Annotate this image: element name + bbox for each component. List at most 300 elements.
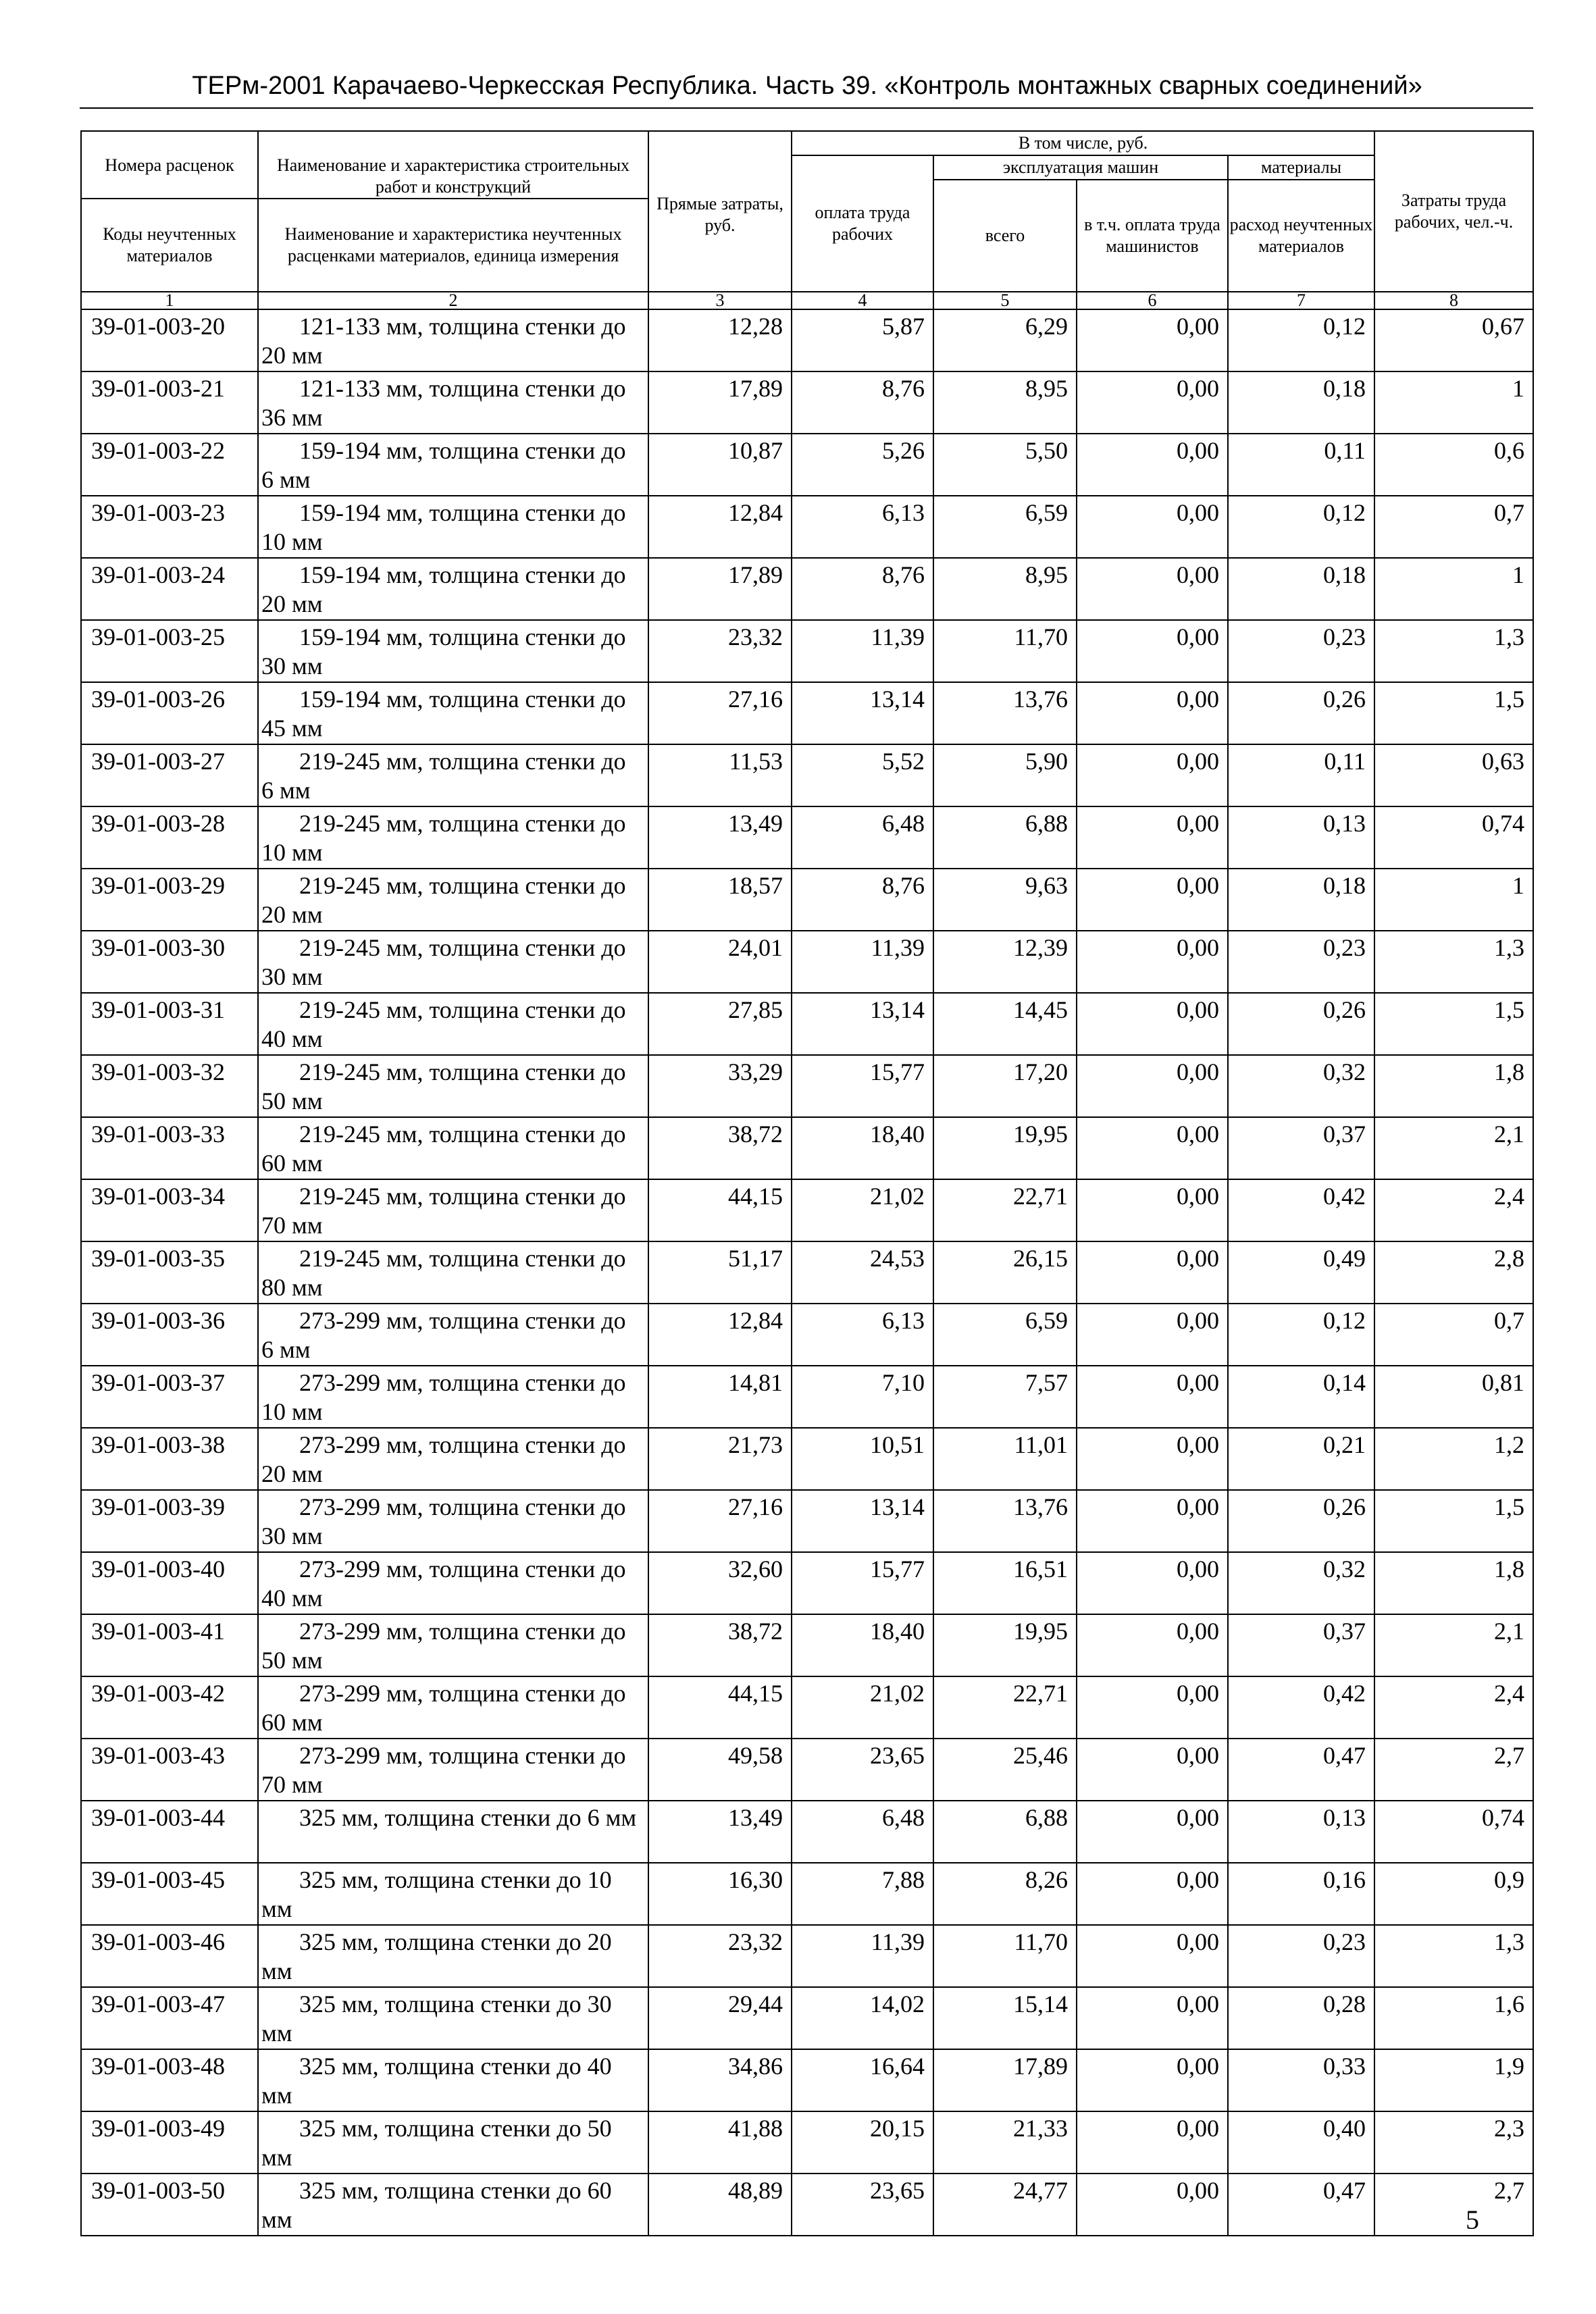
work-name-cell: 219-245 мм, толщина стенки до 70 мм [258, 1179, 648, 1241]
machinist-pay-cell: 0,00 [1077, 993, 1228, 1055]
materials-cell: 0,26 [1228, 1490, 1374, 1552]
machines-total-cell: 22,71 [933, 1179, 1077, 1241]
table-row [81, 2174, 1533, 2236]
materials-cell: 0,11 [1228, 744, 1374, 806]
direct-cost-cell: 16,30 [648, 1863, 792, 1925]
machines-total-cell: 16,51 [933, 1552, 1077, 1614]
labor-pay-cell: 11,39 [792, 931, 933, 993]
header-codes [81, 131, 258, 292]
direct-cost-cell: 17,89 [648, 558, 792, 620]
column-number: 6 [1077, 292, 1228, 309]
table-row [81, 1925, 1533, 1987]
rate-code-cell: 39-01-003-27 [81, 744, 258, 806]
machines-total-cell: 17,20 [933, 1055, 1077, 1117]
table-row [81, 309, 1533, 371]
direct-cost-cell: 14,81 [648, 1366, 792, 1428]
labor-hours-cell: 0,67 [1374, 309, 1533, 371]
direct-cost-cell: 17,89 [648, 371, 792, 434]
machines-total-cell: 8,26 [933, 1863, 1077, 1925]
direct-cost-cell: 34,86 [648, 2049, 792, 2111]
machines-total-cell: 12,39 [933, 931, 1077, 993]
labor-hours-cell: 1 [1374, 371, 1533, 434]
labor-pay-cell: 23,65 [792, 1739, 933, 1801]
rate-code-cell: 39-01-003-32 [81, 1055, 258, 1117]
machines-total-cell: 8,95 [933, 558, 1077, 620]
column-number: 2 [258, 292, 648, 309]
materials-cell: 0,13 [1228, 806, 1374, 869]
direct-cost-cell: 29,44 [648, 1987, 792, 2049]
direct-cost-cell: 32,60 [648, 1552, 792, 1614]
direct-cost-cell: 49,58 [648, 1739, 792, 1801]
machinist-pay-cell: 0,00 [1077, 1676, 1228, 1739]
machines-total-cell: 5,50 [933, 434, 1077, 496]
machines-total-cell: 11,01 [933, 1428, 1077, 1490]
header-work-names: Наименование и характеристика строительных работ и конструкций [276, 155, 630, 197]
rate-code-cell: 39-01-003-26 [81, 682, 258, 744]
labor-pay-cell: 6,13 [792, 1304, 933, 1366]
table-row [81, 1552, 1533, 1614]
column-number: 8 [1374, 292, 1533, 309]
materials-cell: 0,21 [1228, 1428, 1374, 1490]
work-name-cell: 219-245 мм, толщина стенки до 60 мм [258, 1117, 648, 1179]
direct-cost-cell: 23,32 [648, 620, 792, 682]
materials-cell: 0,12 [1228, 309, 1374, 371]
machinist-pay-cell: 0,00 [1077, 1117, 1228, 1179]
labor-hours-cell: 1,3 [1374, 931, 1533, 993]
labor-hours-cell: 0,74 [1374, 1801, 1533, 1863]
table-row [81, 1676, 1533, 1739]
table-row [81, 682, 1533, 744]
machinist-pay-cell: 0,00 [1077, 558, 1228, 620]
machines-total-cell: 9,63 [933, 869, 1077, 931]
machinist-pay-cell: 0,00 [1077, 1987, 1228, 2049]
rate-code-cell: 39-01-003-30 [81, 931, 258, 993]
direct-cost-cell: 48,89 [648, 2174, 792, 2236]
machinist-pay-cell: 0,00 [1077, 2111, 1228, 2174]
labor-pay-cell: 14,02 [792, 1987, 933, 2049]
direct-cost-cell: 44,15 [648, 1179, 792, 1241]
materials-cell: 0,12 [1228, 1304, 1374, 1366]
labor-pay-cell: 15,77 [792, 1552, 933, 1614]
machinist-pay-cell: 0,00 [1077, 744, 1228, 806]
machines-total-cell: 13,76 [933, 682, 1077, 744]
work-name-cell: 219-245 мм, толщина стенки до 30 мм [258, 931, 648, 993]
work-name-cell: 325 мм, толщина стенки до 60 мм [258, 2174, 648, 2236]
table-row [81, 1987, 1533, 2049]
column-number: 7 [1228, 292, 1374, 309]
materials-cell: 0,23 [1228, 931, 1374, 993]
work-name-cell: 325 мм, толщина стенки до 20 мм [258, 1925, 648, 1987]
work-name-cell: 325 мм, толщина стенки до 30 мм [258, 1987, 648, 2049]
machinist-pay-cell: 0,00 [1077, 1179, 1228, 1241]
direct-cost-cell: 33,29 [648, 1055, 792, 1117]
labor-pay-cell: 6,13 [792, 496, 933, 558]
rate-code-cell: 39-01-003-47 [81, 1987, 258, 2049]
column-number: 3 [648, 292, 792, 309]
rate-code-cell: 39-01-003-37 [81, 1366, 258, 1428]
header-divider [80, 107, 1533, 109]
machinist-pay-cell: 0,00 [1077, 2174, 1228, 2236]
work-name-cell: 159-194 мм, толщина стенки до 30 мм [258, 620, 648, 682]
labor-pay-cell: 11,39 [792, 620, 933, 682]
materials-cell: 0,40 [1228, 2111, 1374, 2174]
direct-cost-cell: 11,53 [648, 744, 792, 806]
machines-total-cell: 6,59 [933, 1304, 1077, 1366]
labor-hours-cell: 0,81 [1374, 1366, 1533, 1428]
direct-cost-cell: 18,57 [648, 869, 792, 931]
machinist-pay-cell: 0,00 [1077, 931, 1228, 993]
column-number: 1 [81, 292, 258, 309]
labor-pay-cell: 5,26 [792, 434, 933, 496]
labor-hours-cell: 1 [1374, 558, 1533, 620]
machinist-pay-cell: 0,00 [1077, 806, 1228, 869]
materials-cell: 0,18 [1228, 371, 1374, 434]
table-row [81, 1614, 1533, 1676]
rate-code-cell: 39-01-003-23 [81, 496, 258, 558]
rate-code-cell: 39-01-003-28 [81, 806, 258, 869]
labor-pay-cell: 21,02 [792, 1676, 933, 1739]
table-row [81, 2049, 1533, 2111]
machinist-pay-cell: 0,00 [1077, 1304, 1228, 1366]
machinist-pay-cell: 0,00 [1077, 1801, 1228, 1863]
labor-pay-cell: 8,76 [792, 558, 933, 620]
table-row [81, 620, 1533, 682]
labor-pay-cell: 7,88 [792, 1863, 933, 1925]
labor-hours-cell: 1,3 [1374, 1925, 1533, 1987]
materials-cell: 0,26 [1228, 993, 1374, 1055]
table-row [81, 371, 1533, 434]
machines-total-cell: 26,15 [933, 1241, 1077, 1304]
materials-cell: 0,49 [1228, 1241, 1374, 1304]
rate-code-cell: 39-01-003-40 [81, 1552, 258, 1614]
table-row [81, 1490, 1533, 1552]
labor-pay-cell: 16,64 [792, 2049, 933, 2111]
work-name-cell: 219-245 мм, толщина стенки до 80 мм [258, 1241, 648, 1304]
labor-hours-cell: 2,7 [1374, 1739, 1533, 1801]
rate-code-cell: 39-01-003-34 [81, 1179, 258, 1241]
table-header [81, 131, 1533, 309]
work-name-cell: 273-299 мм, толщина стенки до 30 мм [258, 1490, 648, 1552]
labor-pay-cell: 20,15 [792, 2111, 933, 2174]
header-rate-numbers: Номера расценок [105, 155, 234, 175]
rate-code-cell: 39-01-003-50 [81, 2174, 258, 2236]
machines-total-cell: 17,89 [933, 2049, 1077, 2111]
labor-pay-cell: 24,53 [792, 1241, 933, 1304]
work-name-cell: 325 мм, толщина стенки до 40 мм [258, 2049, 648, 2111]
machines-total-cell: 11,70 [933, 620, 1077, 682]
work-name-cell: 325 мм, толщина стенки до 6 мм [258, 1801, 648, 1863]
machines-total-cell: 7,57 [933, 1366, 1077, 1428]
work-name-cell: 273-299 мм, толщина стенки до 40 мм [258, 1552, 648, 1614]
machines-total-cell: 25,46 [933, 1739, 1077, 1801]
materials-cell: 0,11 [1228, 434, 1374, 496]
rate-code-cell: 39-01-003-29 [81, 869, 258, 931]
labor-hours-cell: 2,8 [1374, 1241, 1533, 1304]
labor-hours-cell: 2,7 [1374, 2174, 1533, 2236]
machinist-pay-cell: 0,00 [1077, 1863, 1228, 1925]
rate-code-cell: 39-01-003-45 [81, 1863, 258, 1925]
labor-pay-cell: 13,14 [792, 993, 933, 1055]
table-row [81, 931, 1533, 993]
machinist-pay-cell: 0,00 [1077, 1055, 1228, 1117]
machines-total-cell: 22,71 [933, 1676, 1077, 1739]
labor-pay-cell: 6,48 [792, 1801, 933, 1863]
labor-hours-cell: 1,3 [1374, 620, 1533, 682]
rate-code-cell: 39-01-003-49 [81, 2111, 258, 2174]
labor-hours-cell: 0,9 [1374, 1863, 1533, 1925]
rate-code-cell: 39-01-003-35 [81, 1241, 258, 1304]
machinist-pay-cell: 0,00 [1077, 371, 1228, 434]
labor-hours-cell: 1,2 [1374, 1428, 1533, 1490]
table-row [81, 1241, 1533, 1304]
direct-cost-cell: 41,88 [648, 2111, 792, 2174]
table-row [81, 806, 1533, 869]
work-name-cell: 273-299 мм, толщина стенки до 60 мм [258, 1676, 648, 1739]
table-body [81, 309, 1533, 2236]
labor-pay-cell: 15,77 [792, 1055, 933, 1117]
header-machines-total: всего [933, 180, 1077, 292]
machinist-pay-cell: 0,00 [1077, 1490, 1228, 1552]
work-name-cell: 325 мм, толщина стенки до 50 мм [258, 2111, 648, 2174]
direct-cost-cell: 38,72 [648, 1117, 792, 1179]
machines-total-cell: 5,90 [933, 744, 1077, 806]
machines-total-cell: 6,59 [933, 496, 1077, 558]
labor-pay-cell: 10,51 [792, 1428, 933, 1490]
header-labor-hours: Затраты труда рабочих, чел.-ч. [1374, 131, 1533, 292]
labor-pay-cell: 21,02 [792, 1179, 933, 1241]
materials-cell: 0,23 [1228, 1925, 1374, 1987]
machines-total-cell: 19,95 [933, 1614, 1077, 1676]
header-material-consumption: расход неучтенных материалов [1228, 180, 1374, 292]
labor-pay-cell: 18,40 [792, 1614, 933, 1676]
page-header: ТЕРм-2001 Карачаево-Черкесская Республика. Часть 39. «Контроль монтажных сварных соединений» [192, 72, 1422, 100]
labor-pay-cell: 11,39 [792, 1925, 933, 1987]
materials-cell: 0,18 [1228, 558, 1374, 620]
materials-cell: 0,32 [1228, 1055, 1374, 1117]
materials-cell: 0,13 [1228, 1801, 1374, 1863]
rate-code-cell: 39-01-003-48 [81, 2049, 258, 2111]
table-row [81, 558, 1533, 620]
direct-cost-cell: 23,32 [648, 1925, 792, 1987]
header-machinist-pay: в т.ч. оплата труда машинистов [1077, 180, 1228, 292]
materials-cell: 0,14 [1228, 1366, 1374, 1428]
materials-cell: 0,28 [1228, 1987, 1374, 2049]
direct-cost-cell: 27,16 [648, 682, 792, 744]
labor-hours-cell: 2,4 [1374, 1676, 1533, 1739]
table-row [81, 2111, 1533, 2174]
rate-code-cell: 39-01-003-22 [81, 434, 258, 496]
table-row [81, 744, 1533, 806]
materials-cell: 0,16 [1228, 1863, 1374, 1925]
machinist-pay-cell: 0,00 [1077, 869, 1228, 931]
rate-code-cell: 39-01-003-24 [81, 558, 258, 620]
labor-hours-cell: 1,5 [1374, 682, 1533, 744]
table-row [81, 1428, 1533, 1490]
rate-code-cell: 39-01-003-20 [81, 309, 258, 371]
header-direct-costs: Прямые затраты, руб. [648, 131, 792, 292]
work-name-cell: 273-299 мм, толщина стенки до 20 мм [258, 1428, 648, 1490]
labor-hours-cell: 0,6 [1374, 434, 1533, 496]
materials-cell: 0,42 [1228, 1676, 1374, 1739]
machinist-pay-cell: 0,00 [1077, 1739, 1228, 1801]
machines-total-cell: 8,95 [933, 371, 1077, 434]
rate-code-cell: 39-01-003-25 [81, 620, 258, 682]
direct-cost-cell: 51,17 [648, 1241, 792, 1304]
work-name-cell: 325 мм, толщина стенки до 10 мм [258, 1863, 648, 1925]
materials-cell: 0,18 [1228, 869, 1374, 931]
labor-hours-cell: 1,9 [1374, 2049, 1533, 2111]
column-number-row [81, 292, 1533, 309]
header-material-codes: Коды неучтенных материалов [82, 198, 257, 271]
materials-cell: 0,42 [1228, 1179, 1374, 1241]
machinist-pay-cell: 0,00 [1077, 496, 1228, 558]
rates-table [80, 130, 1534, 2236]
rate-code-cell: 39-01-003-21 [81, 371, 258, 434]
rate-code-cell: 39-01-003-44 [81, 1801, 258, 1863]
machinist-pay-cell: 0,00 [1077, 434, 1228, 496]
machines-total-cell: 6,88 [933, 806, 1077, 869]
direct-cost-cell: 12,84 [648, 1304, 792, 1366]
machinist-pay-cell: 0,00 [1077, 620, 1228, 682]
labor-pay-cell: 13,14 [792, 1490, 933, 1552]
materials-cell: 0,26 [1228, 682, 1374, 744]
labor-pay-cell: 5,87 [792, 309, 933, 371]
table-row [81, 869, 1533, 931]
work-name-cell: 159-194 мм, толщина стенки до 20 мм [258, 558, 648, 620]
work-name-cell: 273-299 мм, толщина стенки до 10 мм [258, 1366, 648, 1428]
rate-code-cell: 39-01-003-41 [81, 1614, 258, 1676]
rate-code-cell: 39-01-003-36 [81, 1304, 258, 1366]
work-name-cell: 159-194 мм, толщина стенки до 45 мм [258, 682, 648, 744]
table-row [81, 1179, 1533, 1241]
direct-cost-cell: 12,84 [648, 496, 792, 558]
direct-cost-cell: 38,72 [648, 1614, 792, 1676]
machinist-pay-cell: 0,00 [1077, 1241, 1228, 1304]
header-including-group: В том числе, руб. [792, 131, 1374, 155]
machines-total-cell: 11,70 [933, 1925, 1077, 1987]
rate-code-cell: 39-01-003-33 [81, 1117, 258, 1179]
table-row [81, 434, 1533, 496]
machinist-pay-cell: 0,00 [1077, 1925, 1228, 1987]
labor-pay-cell: 8,76 [792, 869, 933, 931]
work-name-cell: 273-299 мм, толщина стенки до 50 мм [258, 1614, 648, 1676]
table-row [81, 496, 1533, 558]
table-row [81, 1863, 1533, 1925]
rate-code-cell: 39-01-003-39 [81, 1490, 258, 1552]
machines-total-cell: 21,33 [933, 2111, 1077, 2174]
machines-total-cell: 24,77 [933, 2174, 1077, 2236]
work-name-cell: 219-245 мм, толщина стенки до 40 мм [258, 993, 648, 1055]
direct-cost-cell: 13,49 [648, 806, 792, 869]
labor-hours-cell: 1,6 [1374, 1987, 1533, 2049]
work-name-cell: 219-245 мм, толщина стенки до 50 мм [258, 1055, 648, 1117]
labor-hours-cell: 1,5 [1374, 993, 1533, 1055]
header-labor-pay: оплата труда рабочих [792, 155, 933, 292]
direct-cost-cell: 24,01 [648, 931, 792, 993]
header-machine-operation: эксплуатация машин [933, 155, 1228, 180]
work-name-cell: 273-299 мм, толщина стенки до 6 мм [258, 1304, 648, 1366]
work-name-cell: 273-299 мм, толщина стенки до 70 мм [258, 1739, 648, 1801]
labor-hours-cell: 2,1 [1374, 1614, 1533, 1676]
table-row [81, 1055, 1533, 1117]
direct-cost-cell: 44,15 [648, 1676, 792, 1739]
labor-hours-cell: 1 [1374, 869, 1533, 931]
materials-cell: 0,47 [1228, 2174, 1374, 2236]
machines-total-cell: 15,14 [933, 1987, 1077, 2049]
rate-code-cell: 39-01-003-38 [81, 1428, 258, 1490]
work-name-cell: 121-133 мм, толщина стенки до 36 мм [258, 371, 648, 434]
labor-hours-cell: 2,4 [1374, 1179, 1533, 1241]
header-materials: материалы [1228, 155, 1374, 180]
column-number: 4 [792, 292, 933, 309]
labor-pay-cell: 6,48 [792, 806, 933, 869]
machines-total-cell: 13,76 [933, 1490, 1077, 1552]
labor-hours-cell: 0,7 [1374, 1304, 1533, 1366]
machines-total-cell: 14,45 [933, 993, 1077, 1055]
machinist-pay-cell: 0,00 [1077, 309, 1228, 371]
table-row [81, 1117, 1533, 1179]
rate-code-cell: 39-01-003-42 [81, 1676, 258, 1739]
machines-total-cell: 6,29 [933, 309, 1077, 371]
labor-hours-cell: 1,8 [1374, 1552, 1533, 1614]
table-row [81, 1801, 1533, 1863]
table-row [81, 1739, 1533, 1801]
machinist-pay-cell: 0,00 [1077, 1428, 1228, 1490]
labor-pay-cell: 5,52 [792, 744, 933, 806]
materials-cell: 0,23 [1228, 620, 1374, 682]
labor-pay-cell: 7,10 [792, 1366, 933, 1428]
direct-cost-cell: 27,85 [648, 993, 792, 1055]
table-row [81, 1366, 1533, 1428]
machinist-pay-cell: 0,00 [1077, 682, 1228, 744]
header-names [258, 131, 648, 292]
table-row [81, 993, 1533, 1055]
direct-cost-cell: 12,28 [648, 309, 792, 371]
labor-hours-cell: 2,1 [1374, 1117, 1533, 1179]
materials-cell: 0,47 [1228, 1739, 1374, 1801]
direct-cost-cell: 27,16 [648, 1490, 792, 1552]
machinist-pay-cell: 0,00 [1077, 1366, 1228, 1428]
column-number: 5 [933, 292, 1077, 309]
labor-hours-cell: 2,3 [1374, 2111, 1533, 2174]
materials-cell: 0,32 [1228, 1552, 1374, 1614]
work-name-cell: 121-133 мм, толщина стенки до 20 мм [258, 309, 648, 371]
work-name-cell: 219-245 мм, толщина стенки до 20 мм [258, 869, 648, 931]
rate-code-cell: 39-01-003-31 [81, 993, 258, 1055]
page-number: 5 [1466, 2205, 1479, 2235]
header-material-names: Наименование и характеристика неучтенных расценками материалов, единица измерения [259, 198, 648, 271]
rate-code-cell: 39-01-003-43 [81, 1739, 258, 1801]
labor-hours-cell: 1,8 [1374, 1055, 1533, 1117]
direct-cost-cell: 21,73 [648, 1428, 792, 1490]
direct-cost-cell: 13,49 [648, 1801, 792, 1863]
work-name-cell: 219-245 мм, толщина стенки до 6 мм [258, 744, 648, 806]
labor-pay-cell: 8,76 [792, 371, 933, 434]
machines-total-cell: 6,88 [933, 1801, 1077, 1863]
materials-cell: 0,37 [1228, 1614, 1374, 1676]
machinist-pay-cell: 0,00 [1077, 1552, 1228, 1614]
machinist-pay-cell: 0,00 [1077, 2049, 1228, 2111]
machinist-pay-cell: 0,00 [1077, 1614, 1228, 1676]
table-row [81, 1304, 1533, 1366]
work-name-cell: 159-194 мм, толщина стенки до 10 мм [258, 496, 648, 558]
direct-cost-cell: 10,87 [648, 434, 792, 496]
materials-cell: 0,37 [1228, 1117, 1374, 1179]
materials-cell: 0,12 [1228, 496, 1374, 558]
labor-pay-cell: 23,65 [792, 2174, 933, 2236]
materials-cell: 0,33 [1228, 2049, 1374, 2111]
labor-hours-cell: 0,74 [1374, 806, 1533, 869]
